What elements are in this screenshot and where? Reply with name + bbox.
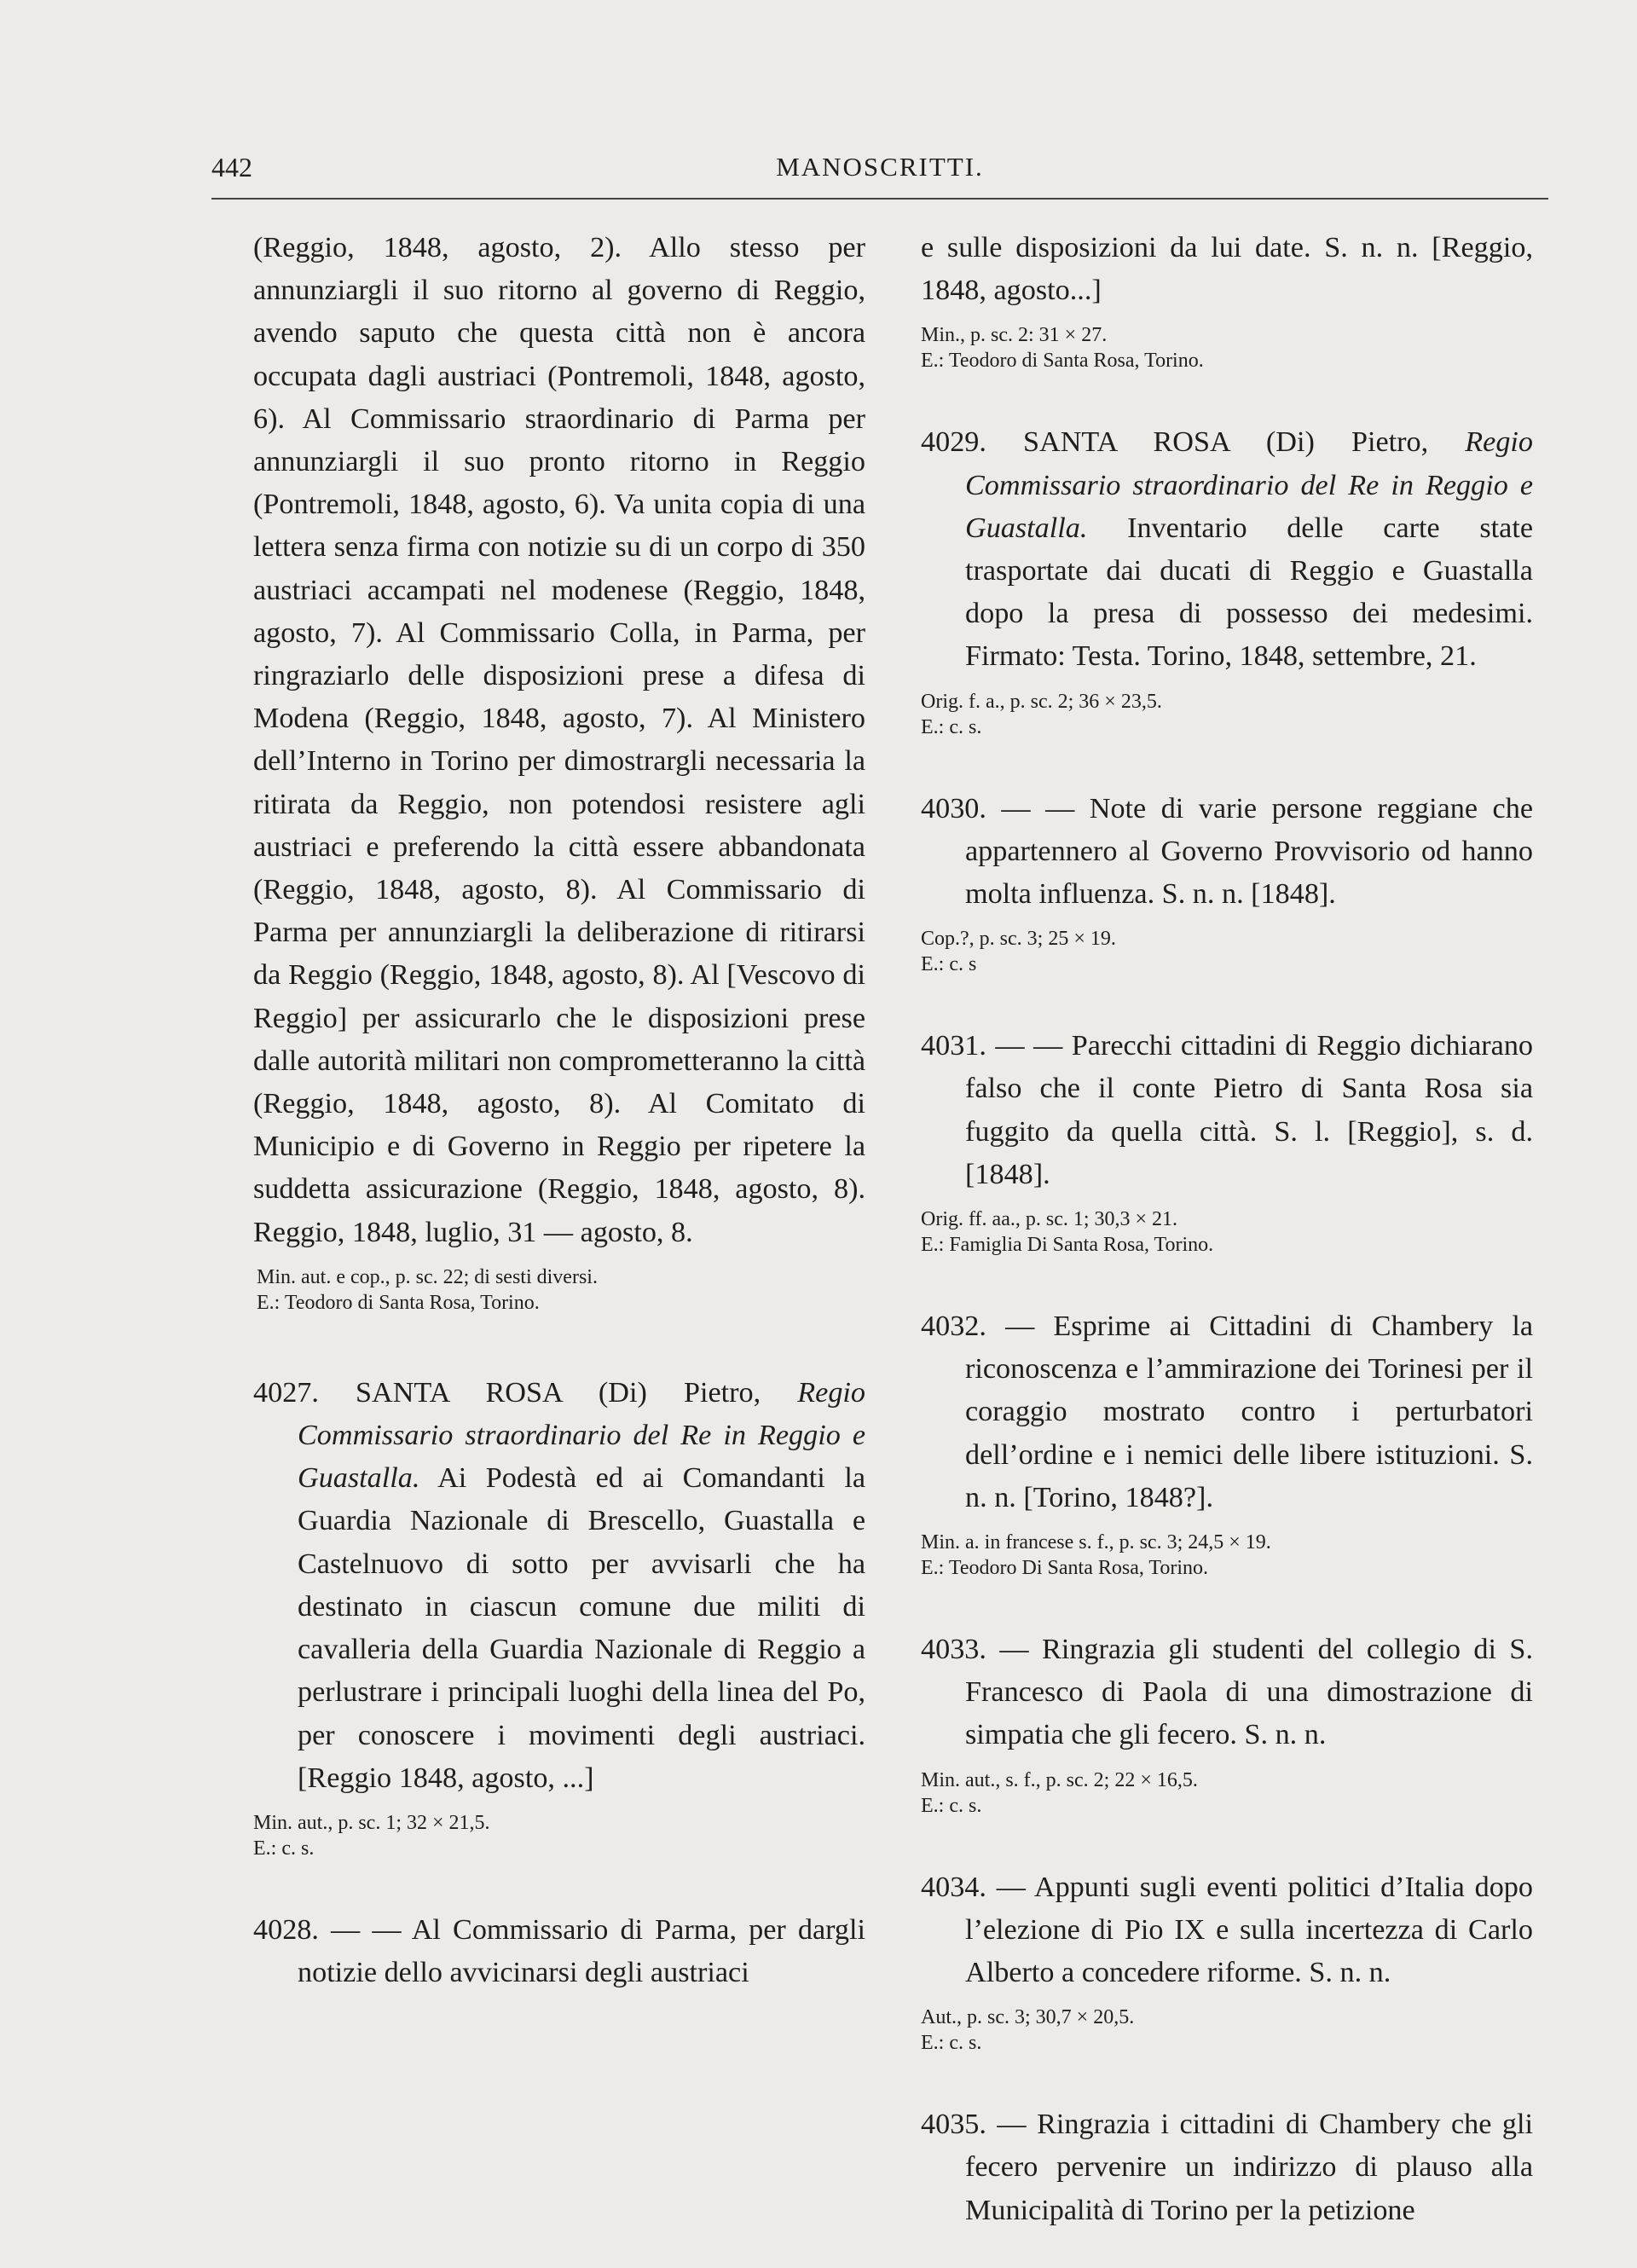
entry-head: — — (1001, 792, 1075, 824)
entry-notes (921, 926, 1533, 977)
entry-text (921, 2103, 1533, 2232)
entry-text (921, 1629, 1533, 1757)
source-note: Orig. f. a., p. sc. 2; 36 × 23,5. (921, 690, 1162, 713)
entry-body: Esprime ai Cittadini di Chambery la riconoscenza e l’ammirazione dei Torinesi per il coraggio mostrato contro i perturbatori dell’ordine e i nemici delle libere istituzioni. S. n. n. [Torino, 1848?]. (965, 1310, 1534, 1513)
entry-body: Ringrazia gli studenti del collegio di S. Francesco di Paola di una dimostrazione di simpatia che gli fecero. S. n. n. (965, 1634, 1533, 1751)
archive-note: E.: c. s (921, 953, 977, 976)
entry-text (921, 1305, 1533, 1519)
catalog-entry (253, 1372, 865, 1861)
source-note: Min., p. sc. 2: 31 × 27. (921, 324, 1108, 347)
entry-title: Regio Commissario straordinario del Re in Reggio e Guastalla. (965, 426, 1534, 544)
entry-number: 4029. (921, 426, 986, 459)
page-header (211, 152, 1548, 189)
archive-note: E.: Teodoro di Santa Rosa, Torino. (257, 1291, 540, 1314)
entry-number: 4035. (921, 2109, 986, 2141)
source-note: Min. a. in francese s. f., p. sc. 3; 24,5 × 19. (921, 1531, 1271, 1554)
entry-head: SANTA ROSA (Di) Pietro, (1023, 426, 1429, 459)
catalog-entry (921, 1866, 1533, 2057)
entry-body: Inventario delle carte state trasportate dai ducati di Reggio e Guastalla dopo la presa di possesso dei medesimi. Firmato: Testa. Torino, 1848, settembre, 21. (965, 512, 1534, 673)
continuation-notes (921, 322, 1533, 373)
catalog-entry (253, 1909, 865, 1994)
entry-head: — (997, 2109, 1027, 2141)
entry-number: 4032. (921, 1310, 986, 1343)
entry-body: Ringrazia i cittadini di Chambery che gli fecero pervenire un indirizzo di plauso alla Municipalità di Torino per la petizione (965, 2109, 1534, 2226)
entry-head: — (999, 1634, 1029, 1666)
entry-head: — — (331, 1913, 402, 1946)
entry-body: Appunti sugli eventi politici d’Italia dopo l’elezione di Pio IX e sulla incertezza di Carlo Alberto a concedere riforme. S. n. n. (965, 1871, 1533, 1989)
entry-text (921, 421, 1533, 678)
catalog-entry (921, 421, 1533, 739)
source-note: Aut., p. sc. 3; 30,7 × 20,5. (921, 2006, 1135, 2029)
catalog-entry (921, 1629, 1533, 1819)
entry-notes (921, 689, 1533, 740)
entry-number: 4027. (253, 1376, 319, 1409)
entry-body: Parecchi cittadini di Reggio dichiarano falso che il conte Pietro di Santa Rosa sia fuggito da quella città. S. l. [Reggio], s. d. [1848]. (965, 1030, 1534, 1190)
catalog-entry (921, 2103, 1533, 2232)
entry-title: Regio Commissario straordinario del Re in Reggio e Guastalla. (298, 1376, 866, 1495)
entry-number: 4031. (921, 1030, 986, 1062)
entry-text (253, 1372, 865, 1800)
catalog-entry (921, 1305, 1533, 1581)
continuation-text: e sulle disposizioni da lui date. S. n. n. [Reggio, 1848, agosto...] (921, 232, 1533, 307)
archive-note: E.: c. s. (921, 715, 982, 738)
entry-body: Ai Podestà ed ai Comandanti la Guardia Nazionale di Brescello, Guastalla e Castelnuovo di sotto per avvisarli che ha destinato in ciascun comune due militi di cavalleria della Guardia Nazionale di Reggio a perlustrare i principali luoghi della linea del Po, per conoscere i movimenti degli austriaci. [Reggio 1848, agosto, ...] (298, 1462, 865, 1794)
running-title: MANOSCRITTI. (776, 152, 984, 182)
left-column (253, 227, 865, 1994)
source-note: Cop.?, p. sc. 3; 25 × 19. (921, 928, 1116, 951)
catalog-entry (921, 788, 1533, 978)
continuation-notes (257, 1264, 865, 1316)
header-rule (211, 198, 1548, 200)
entry-number: 4034. (921, 1871, 986, 1903)
archive-note: E.: c. s. (253, 1837, 315, 1860)
source-note: Min. aut., s. f., p. sc. 2; 22 × 16,5. (921, 1768, 1198, 1791)
archive-note: E.: c. s. (921, 1794, 982, 1817)
archive-note: E.: Teodoro Di Santa Rosa, Torino. (921, 1557, 1209, 1580)
continuation-text: (Reggio, 1848, agosto, 2). Allo stesso per annunziargli il suo ritorno al governo di Reggio, avendo saputo che questa città non è ancora occupata dagli austriaci (Pontremoli, 1848, agosto, 6). Al Commissario straordinario di Parma per annunziargli il suo pronto ritorno in Reggio (Pontremoli, 1848, agosto, 6). Va unita copia di una lettera senza firma con notizie su di un corpo di 350 austriaci accampati nel modenese (Reggio, 1848, agosto, 7). Al Commissario Colla, in Parma, per ringraziarlo delle disposizioni prese a difesa di Modena (Reggio, 1848, agosto, 7). Al Ministero dell’Interno in Torino per dimostrargli necessaria la ritirata da Reggio, non potendosi resistere agli austriaci e preferendo la città essere abbandonata (Reggio, 1848, agosto, 8). Al Commissario di Parma per annunziargli la deliberazione di ritirarsi da Reggio (Reggio, 1848, agosto, 8). Al [Vescovo di Reggio] per assicurarlo che le disposizioni prese dalle autorità militari non comprometteranno la città (Reggio, 1848, agosto, 8). Al Comitato di Municipio e di Governo in Reggio per ripetere la suddetta assicurazione (Reggio, 1848, agosto, 8). Reggio, 1848, luglio, 31 — agosto, 8. (253, 232, 865, 1248)
archive-note: E.: Teodoro di Santa Rosa, Torino. (921, 350, 1204, 373)
entry-text (921, 788, 1533, 917)
source-note: Orig. ff. aa., p. sc. 1; 30,3 × 21. (921, 1208, 1178, 1231)
entry-text (253, 1909, 865, 1994)
entry-head: — (996, 1871, 1026, 1903)
entry-number: 4030. (921, 792, 986, 824)
archive-note: E.: c. s. (921, 2032, 982, 2055)
page-number: 442 (211, 152, 252, 182)
catalog-entry (921, 1025, 1533, 1258)
archive-note: E.: Famiglia Di Santa Rosa, Torino. (921, 1234, 1214, 1257)
entry-text (921, 1025, 1533, 1196)
right-entries (921, 421, 1533, 2231)
entry-notes (921, 2005, 1533, 2056)
entry-body: Note di varie persone reggiane che appartennero al Governo Provvisorio od hanno molta influenza. S. n. n. [1848]. (965, 792, 1533, 911)
source-note: Min. aut., p. sc. 1; 32 × 21,5. (253, 1811, 490, 1834)
entry-head: — — (995, 1030, 1063, 1062)
entry-body: Al Commissario di Parma, per dargli notizie dello avvicinarsi degli austriaci (298, 1913, 866, 1989)
entry-head: — (1005, 1310, 1035, 1343)
entry-notes (921, 1530, 1533, 1581)
entry-number: 4033. (921, 1634, 986, 1666)
right-column (921, 227, 1533, 2232)
entry-text (921, 1866, 1533, 1995)
entry-number: 4028. (253, 1913, 319, 1946)
entry-head: SANTA ROSA (Di) Pietro, (356, 1376, 761, 1409)
entry-notes (921, 1768, 1533, 1819)
entry-notes (921, 1206, 1533, 1258)
left-entries (253, 1372, 865, 1994)
entry-notes (253, 1810, 865, 1861)
source-note: Min. aut. e cop., p. sc. 22; di sesti diversi. (257, 1265, 598, 1288)
